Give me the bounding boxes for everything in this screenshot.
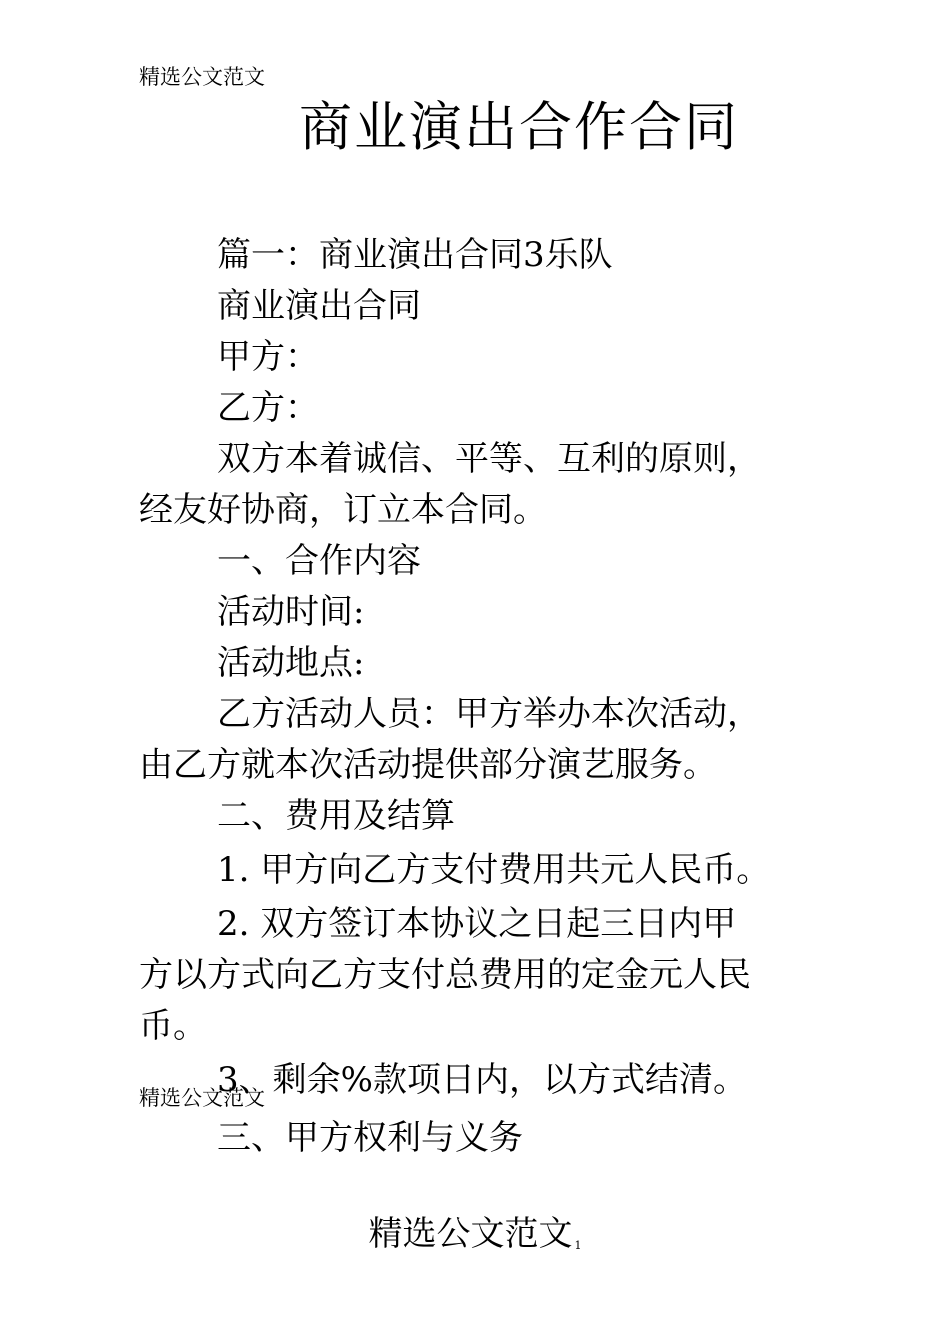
fee-clause-2-end: 币。 (139, 1006, 207, 1046)
document-body (139, 230, 829, 1106)
section-heading-part-one: 篇一：商业演出合同3乐队 (217, 235, 613, 275)
footer-text: 精选公文范文 (368, 1214, 573, 1254)
fee-clause-2-continued: 方以方式向乙方支付总费用的定金元人民 (139, 955, 751, 995)
activity-time-line: 活动时间: (217, 592, 365, 632)
section-fees-heading: 二、费用及结算 (217, 796, 455, 836)
fee-clause-3: 3、剩余%款项日内，以方式结清。 (217, 1060, 747, 1100)
party-a-line: 甲方： (217, 337, 319, 377)
principle-paragraph: 双方本着诚信、平等、互利的原则， (217, 439, 761, 479)
contract-subtitle: 商业演出合同 (217, 286, 421, 326)
page-number: 1 (574, 1239, 582, 1252)
activity-location-line: 活动地点: (217, 643, 365, 683)
page-footer (0, 1210, 950, 1270)
party-b-line: 乙方： (217, 388, 319, 428)
activity-staff-paragraph-continued: 由乙方就本次活动提供部分演艺服务。 (139, 745, 717, 785)
page-break-tag: 精选公文范文 (139, 1086, 265, 1110)
header-tag: 精选公文范文 (139, 65, 265, 89)
document-title: 商业演出合作合同 (299, 97, 739, 158)
section-party-a-rights-heading: 三、甲方权利与义务 (217, 1118, 523, 1158)
activity-staff-paragraph: 乙方活动人员：甲方举办本次活动， (217, 694, 761, 734)
section-cooperation-heading: 一、合作内容 (217, 541, 421, 581)
fee-clause-1: 1. 甲方向乙方支付费用共元人民币。 (217, 850, 771, 890)
principle-paragraph-continued: 经友好协商，订立本合同。 (139, 490, 547, 530)
fee-clause-2: 2. 双方签订本协议之日起三日内甲 (217, 904, 737, 944)
